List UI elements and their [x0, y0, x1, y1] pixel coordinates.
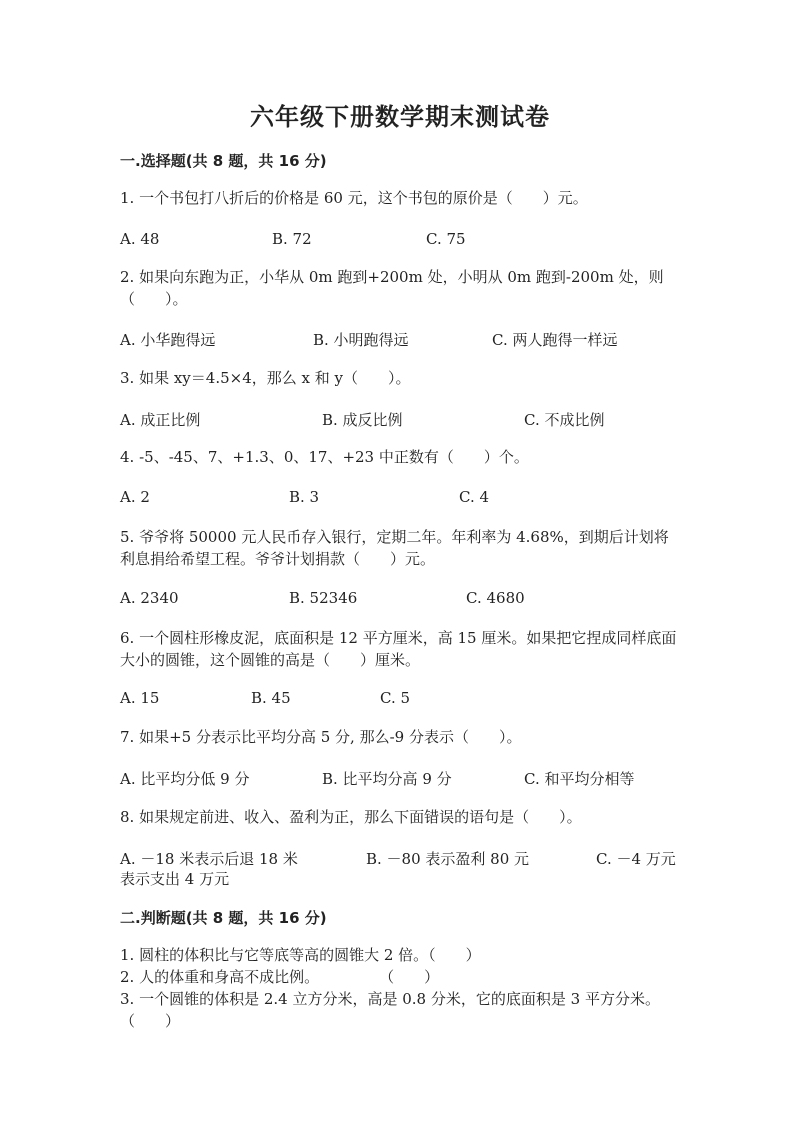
q6-option-c: C. 5: [380, 689, 411, 707]
q3-option-c: C. 不成比例: [524, 411, 605, 429]
judge-item-1: 1. 圆柱的体积比与它等底等高的圆锥大 2 倍。（ ）: [120, 946, 481, 964]
q6-option-b: B. 45: [251, 689, 291, 707]
q5-option-c: C. 4680: [466, 589, 525, 607]
question-1: 1. 一个书包打八折后的价格是 60 元，这个书包的原价是（ ）元。: [120, 189, 588, 207]
question-5: 5. 爷爷将 50000 元人民币存入银行，定期二年。年利率为 4.68%，到期后计划将利息捐给希望工程。爷爷计划捐款（ ）元。: [120, 528, 669, 568]
question-7: 7. 如果+5 分表示比平均分高 5 分, 那么-9 分表示（ ）。: [120, 728, 522, 746]
question-6: 6. 一个圆柱形橡皮泥，底面积是 12 平方厘米，高 15 厘米。如果把它捏成同样底面大小的圆锥，这个圆锥的高是（ ）厘米。: [120, 629, 677, 669]
judge-item-2: 2. 人的体重和身高不成比例。 （ ）: [120, 968, 440, 986]
question-3: 3. 如果 xy＝4.5×4，那么 x 和 y（ ）。: [120, 369, 411, 387]
q7-option-c: C. 和平均分相等: [524, 770, 635, 788]
q5-option-a: A. 2340: [120, 589, 179, 607]
q8-option-b: B. －80 表示盈利 80 元: [366, 850, 530, 868]
q2-option-b: B. 小明跑得远: [313, 331, 409, 349]
q4-option-c: C. 4: [459, 488, 490, 506]
q8-option-c-continuation: 表示支出 4 万元: [120, 870, 230, 888]
section-heading-choice: 一.选择题(共 8 题，共 16 分): [120, 152, 327, 170]
q8-option-c: C. －4 万元: [596, 850, 676, 868]
q4-option-b: B. 3: [289, 488, 320, 506]
q6-option-a: A. 15: [120, 689, 160, 707]
q2-option-a: A. 小华跑得远: [120, 331, 216, 349]
q3-option-a: A. 成正比例: [120, 411, 201, 429]
q4-option-a: A. 2: [120, 488, 150, 506]
q1-option-a: A. 48: [120, 230, 160, 248]
page-title: 六年级下册数学期末测试卷: [250, 103, 550, 131]
question-8: 8. 如果规定前进、收入、盈利为正，那么下面错误的语句是（ ）。: [120, 808, 582, 826]
q7-option-b: B. 比平均分高 9 分: [322, 770, 452, 788]
q1-option-b: B. 72: [272, 230, 312, 248]
q7-option-a: A. 比平均分低 9 分: [120, 770, 250, 788]
judge-item-3: 3. 一个圆锥的体积是 2.4 立方分米，高是 0.8 分米，它的底面积是 3 平方分米。 （ ）: [120, 990, 698, 1030]
q3-option-b: B. 成反比例: [322, 411, 403, 429]
q1-option-c: C. 75: [426, 230, 466, 248]
question-4: 4. -5、-45、7、+1.3、0、17、+23 中正数有（ ）个。: [120, 448, 529, 466]
q8-option-a: A. －18 米表示后退 18 米: [120, 850, 298, 868]
q2-option-c: C. 两人跑得一样远: [492, 331, 618, 349]
q5-option-b: B. 52346: [289, 589, 358, 607]
section-heading-judge: 二.判断题(共 8 题，共 16 分): [120, 909, 327, 927]
question-2: 2. 如果向东跑为正，小华从 0m 跑到+200m 处，小明从 0m 跑到-200m 处，则（ ）。: [120, 268, 664, 308]
